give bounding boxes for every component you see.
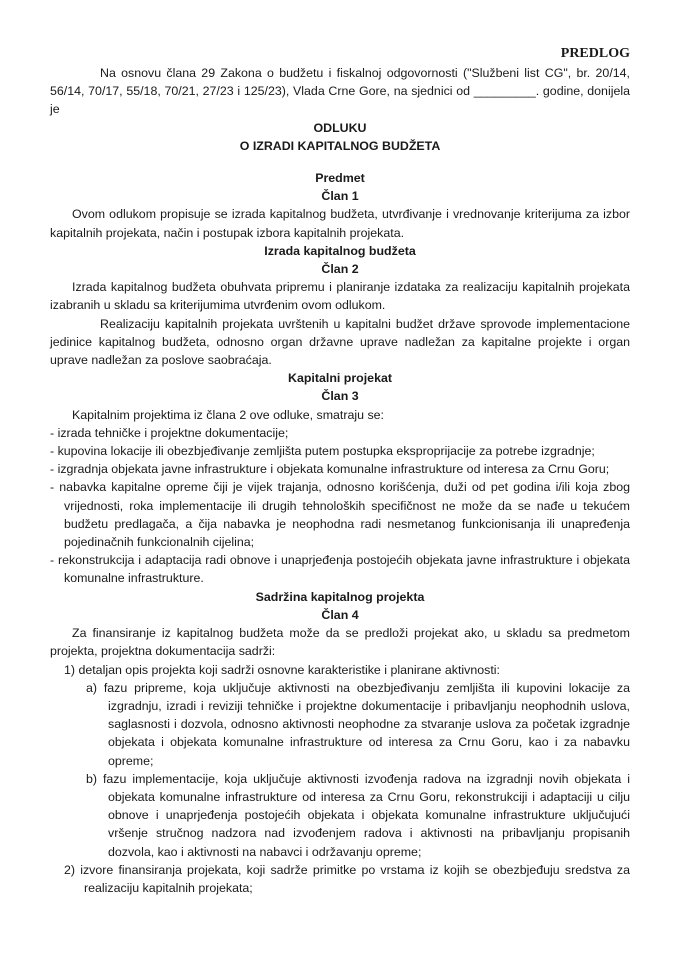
list-item: b) fazu implementacije, koja uključuje aktivnosti izvođenja radova na izgradnji novih objekata i objekata komunalne infrastrukture od interesa za Crnu Goru, rekonstrukciji i adaptaciji u cilju obnove i unaprjeđenja postojećih objekata i objekata komunalne infrastrukture uključujući vršenje stručnog nadzora nad izvođenjem radova i aktivnosti na pribavljanju propisanih dozvola, kao i aktivnosti na nabavci i održavanju opreme; — [86, 771, 630, 859]
article-4-heading: Sadržina kapitalnog projekta — [255, 589, 425, 604]
list-item: 2) izvore finansiranja projekata, koji sadrže primitke po vrstama iz kojih se obezbjeđuju sredstva za realizaciju kapitalnih projekata; — [64, 862, 630, 895]
document-page — [50, 44, 630, 897]
decision-title: ODLUKU — [313, 120, 367, 135]
list-item: - kupovina lokacije ili obezbjeđivanje zemljišta putem postupka eksproprijacije za potrebe izgradnje; — [50, 444, 595, 459]
article-3-intro: Kapitalnim projektima iz člana 2 ove odluke, smatraju se: — [72, 407, 384, 422]
preamble: Na osnovu člana 29 Zakona o budžetu i fiskalnoj odgovornosti ("Službeni list CG", br. 20/14, 56/14, 70/17, 55/18, 70/21, 27/23 i 125/23), Vlada Crne Gore, na sjednici od _________. godine, donijela je — [50, 66, 630, 117]
article-1-text: Ovom odlukom propisuje se izrada kapitalnog budžeta, utvrđivanje i vrednovanje kriterijuma za izbor kapitalnih projekata, način i postupak izbora kapitalnih projekata. — [50, 207, 630, 240]
list-item: a) fazu pripreme, koja uključuje aktivnosti na obezbjeđivanju zemljišta ili kupovini lokacije za izgradnju, izradi i reviziji tehničke i projektne dokumentacije i pribavljanju neophodnih uslova, saglasnosti i dozvola, odnosno aktivnosti neophodne za stvaranje uslova za početak izgradnje objekata i objekata komunalne infrastrukture od interesa za Crnu Goru, kao i za nabavku opreme; — [86, 680, 630, 768]
article-1-heading: Predmet — [315, 171, 365, 186]
decision-subtitle: O IZRADI KAPITALNOG BUDŽETA — [239, 138, 441, 153]
article-4-intro: Za finansiranje iz kapitalnog budžeta može da se predloži projekat ako, u skladu sa predmetom projekta, projektna dokumentacija sadrži: — [50, 626, 630, 659]
article-3-heading: Kapitalni projekat — [288, 371, 392, 386]
article-2-heading: Izrada kapitalnog budžeta — [264, 243, 416, 258]
article-2-paragraph: Izrada kapitalnog budžeta obuhvata pripremu i planiranje izdataka za realizaciju kapitalnih projekata izabranih u skladu sa kriterijumima utvrđenim ovom odlukom. — [50, 280, 630, 313]
article-2-paragraph: Realizaciju kapitalnih projekata uvrštenih u kapitalni budžet države sprovode implementacione jedinice kapitalnog budžeta, odnosno organ državne uprave nadležan za kapitalne projekte i organ uprave nadležan za poslove saobraćaja. — [50, 316, 630, 368]
list-item: - izrada tehničke i projektne dokumentacije; — [50, 425, 289, 440]
article-3-number: Član 3 — [321, 389, 359, 404]
list-item: - izgradnja objekata javne infrastrukture i objekata komunalne infrastrukture od interesa za Crnu Goru; — [50, 462, 610, 477]
article-4-number: Član 4 — [321, 607, 359, 622]
article-2-number: Član 2 — [321, 262, 359, 277]
list-item: - nabavka kapitalne opreme čiji je vijek trajanja, odnosno korišćenja, duži od pet godina i/ili koja zbog vrijednosti, roka implementacije ili drugih tehnoloških specifičnost ne može da se nađe u tekućem budžetu predlagača, a čija nabavka je neophodna radi nesmetanog funkcionisanja ili unapređenja pojedinačnih funkcionalnih cijelina; — [50, 480, 630, 550]
list-item: 1) detaljan opis projekta koji sadrži osnovne karakteristike i planirane aktivnosti: — [64, 662, 500, 677]
draft-label: PREDLOG — [560, 46, 630, 61]
list-item: - rekonstrukcija i adaptacija radi obnove i unaprjeđenja postojećih objekata javne infrastrukture i objekata komunalne infrastrukture. — [50, 553, 630, 586]
article-1-number: Član 1 — [321, 189, 359, 204]
